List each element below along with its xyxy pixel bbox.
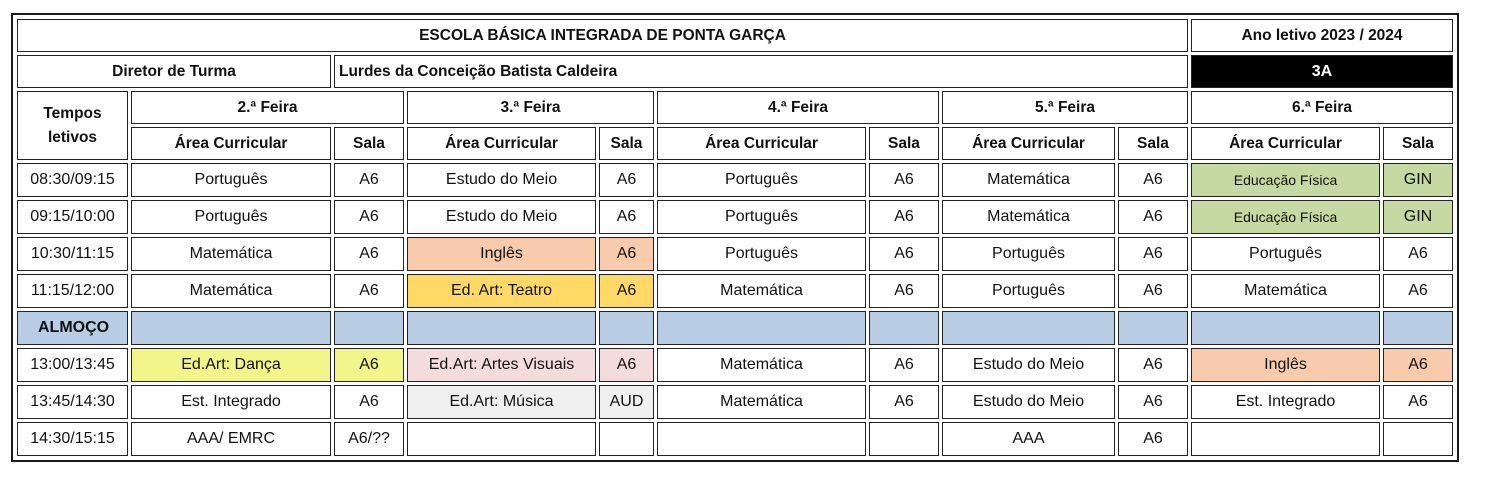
subject-cell: Matemática [942,163,1115,197]
room-cell: A6 [334,200,404,234]
room-cell: A6 [1118,200,1188,234]
lunch-cell [131,311,331,345]
room-cell: A6 [869,385,939,419]
room-cell: A6 [1118,237,1188,271]
room-cell: A6 [1383,385,1453,419]
room-cell: A6 [334,237,404,271]
subject-cell: Inglês [407,237,596,271]
director-name: Lurdes da Conceição Batista Caldeira [334,55,1188,88]
time-slot: 10:30/11:15 [17,237,128,271]
room-cell: GIN [1383,200,1453,234]
table-row [17,237,1453,271]
room-header: Sala [599,127,654,160]
lunch-cell [407,311,596,345]
lunch-cell [657,311,866,345]
room-cell: A6 [334,274,404,308]
subject-cell: Ed. Art: Teatro [407,274,596,308]
lunch-cell [869,311,939,345]
subject-cell: Inglês [1191,348,1380,382]
subject-cell: Matemática [657,274,866,308]
time-slot: 09:15/10:00 [17,200,128,234]
subject-cell: Português [942,274,1115,308]
room-cell: AUD [599,385,654,419]
room-header: Sala [1118,127,1188,160]
subject-cell: Matemática [657,385,866,419]
class-name: 3A [1191,55,1453,88]
lunch-cell [1383,311,1453,345]
room-cell: A6 [1118,422,1188,456]
room-cell: A6 [599,163,654,197]
day-header: 5.ª Feira [942,91,1188,124]
room-header: Sala [1383,127,1453,160]
subject-cell: Português [131,200,331,234]
subject-cell: AAA [942,422,1115,456]
room-cell: A6 [334,385,404,419]
time-slot: 08:30/09:15 [17,163,128,197]
lunch-cell [599,311,654,345]
subject-cell: Educação Física [1191,163,1380,197]
room-cell: A6 [1383,348,1453,382]
table-row [17,274,1453,308]
table-row [17,200,1453,234]
timetable [14,16,1456,459]
director-label: Diretor de Turma [17,55,331,88]
time-slot: 13:45/14:30 [17,385,128,419]
subject-cell: Português [657,163,866,197]
subject-cell: Est. Integrado [131,385,331,419]
subject-cell: Estudo do Meio [942,348,1115,382]
room-cell: A6 [1118,163,1188,197]
subject-cell: Português [657,200,866,234]
area-header: Área Curricular [1191,127,1380,160]
lunch-row [17,311,1453,345]
subject-cell: Português [1191,237,1380,271]
time-slot: 11:15/12:00 [17,274,128,308]
school-name: ESCOLA BÁSICA INTEGRADA DE PONTA GARÇA [17,19,1188,52]
room-cell: A6 [334,163,404,197]
table-row [17,348,1453,382]
subject-cell: Matemática [131,274,331,308]
room-cell: A6 [1118,274,1188,308]
room-cell: A6 [599,274,654,308]
room-cell: A6 [334,348,404,382]
subject-cell: Estudo do Meio [407,200,596,234]
subject-cell: Português [942,237,1115,271]
room-cell: A6 [869,163,939,197]
room-cell [1383,422,1453,456]
subject-cell [657,422,866,456]
subject-cell: Estudo do Meio [407,163,596,197]
table-row [17,385,1453,419]
room-cell: A6 [599,237,654,271]
room-cell: A6 [869,237,939,271]
room-cell: A6 [1383,274,1453,308]
lunch-cell [334,311,404,345]
table-row [17,163,1453,197]
lunch-cell [1191,311,1380,345]
room-cell: A6 [1118,348,1188,382]
subject-cell: Ed.Art: Artes Visuais [407,348,596,382]
subject-cell: Matemática [1191,274,1380,308]
area-header: Área Curricular [657,127,866,160]
subject-cell: Matemática [657,348,866,382]
subject-cell: AAA/ EMRC [131,422,331,456]
room-cell [599,422,654,456]
area-header: Área Curricular [942,127,1115,160]
subject-cell: Ed.Art: Dança [131,348,331,382]
subject-cell: Est. Integrado [1191,385,1380,419]
room-cell: A6 [1118,385,1188,419]
school-year: Ano letivo 2023 / 2024 [1191,19,1453,52]
time-slot: 14:30/15:15 [17,422,128,456]
room-cell: GIN [1383,163,1453,197]
room-cell: A6 [599,200,654,234]
area-header: Área Curricular [407,127,596,160]
subject-cell: Português [131,163,331,197]
subject-cell: Educação Física [1191,200,1380,234]
subject-cell: Ed.Art: Música [407,385,596,419]
day-header: 3.ª Feira [407,91,654,124]
room-cell: A6 [599,348,654,382]
subject-cell [407,422,596,456]
table-row [17,422,1453,456]
times-header: Tempos letivos [17,91,128,160]
lunch-cell [1118,311,1188,345]
day-header: 6.ª Feira [1191,91,1453,124]
time-slot: 13:00/13:45 [17,348,128,382]
room-cell: A6 [869,200,939,234]
subject-cell: Estudo do Meio [942,385,1115,419]
room-cell [869,422,939,456]
day-header: 4.ª Feira [657,91,939,124]
room-cell: A6/?? [334,422,404,456]
lunch-label: ALMOÇO [17,311,128,345]
room-cell: A6 [1383,237,1453,271]
subject-cell: Português [657,237,866,271]
subject-cell: Matemática [131,237,331,271]
area-header: Área Curricular [131,127,331,160]
day-header: 2.ª Feira [131,91,404,124]
subject-cell [1191,422,1380,456]
schedule-frame [11,13,1459,462]
subject-cell: Matemática [942,200,1115,234]
room-cell: A6 [869,348,939,382]
lunch-cell [942,311,1115,345]
room-cell: A6 [869,274,939,308]
room-header: Sala [869,127,939,160]
room-header: Sala [334,127,404,160]
